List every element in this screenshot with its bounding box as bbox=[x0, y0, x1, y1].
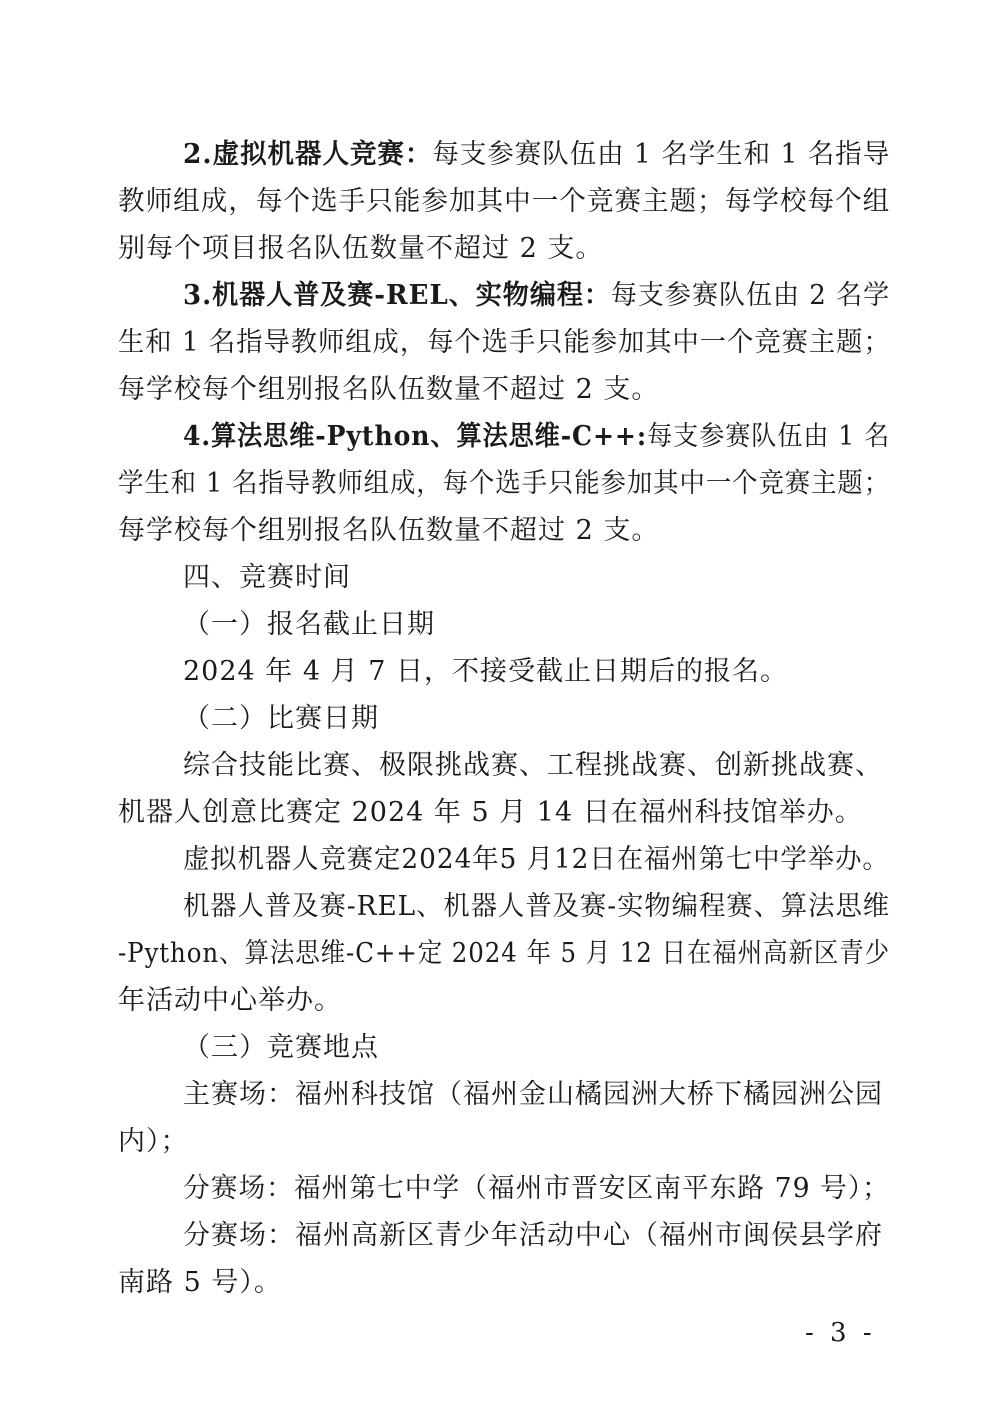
para-rel-line3: 每学校每个组别报名队伍数量不超过 2 支。 bbox=[118, 374, 660, 405]
para-rel-lead: 3.机器人普及赛-REL、实物编程： bbox=[183, 280, 611, 311]
para-algorithm-lead: 4.算法思维-Python、算法思维-C++: bbox=[183, 421, 648, 452]
para-algorithm-line3: 每学校每个组别报名队伍数量不超过 2 支。 bbox=[118, 515, 660, 546]
para-virtual-robot-lead: 2.虚拟机器人竞赛： bbox=[183, 139, 433, 170]
date-para-b-line1: 虚拟机器人竞赛定2024年5 月12日在福州第七中学举办。 bbox=[183, 844, 890, 875]
venue-main-line2: 内）； bbox=[118, 1126, 189, 1157]
subheading-registration-deadline: （一）报名截止日期 bbox=[183, 609, 435, 640]
registration-deadline-text: 2024 年 4 月 7 日，不接受截止日期后的报名。 bbox=[183, 656, 788, 687]
para-virtual-robot-line1: 2.虚拟机器人竞赛：每支参赛队伍由 1 名学生和 1 名指导 bbox=[183, 139, 891, 170]
subheading-competition-date: （二）比赛日期 bbox=[183, 703, 379, 734]
para-algorithm-line2: 学生和 1 名指导教师组成，每个选手只能参加其中一个竞赛主题； bbox=[118, 468, 891, 499]
para-rel-line1: 3.机器人普及赛-REL、实物编程：每支参赛队伍由 2 名学 bbox=[183, 280, 891, 311]
venue-branch1: 分赛场：福州第七中学（福州市晋安区南平东路 79 号）； bbox=[183, 1173, 890, 1204]
para-rel-line2: 生和 1 名指导教师组成，每个选手只能参加其中一个竞赛主题； bbox=[118, 327, 891, 358]
subheading-competition-venue: （三）竞赛地点 bbox=[183, 1032, 379, 1063]
venue-branch2-line1: 分赛场：福州高新区青少年活动中心（福州市闽侯县学府 bbox=[183, 1220, 883, 1251]
page-number: - 3 - bbox=[805, 1318, 876, 1348]
date-para-c-line3: 年活动中心举办。 bbox=[118, 985, 342, 1016]
para-virtual-robot-line2: 教师组成，每个选手只能参加其中一个竞赛主题；每学校每个组 bbox=[118, 186, 891, 217]
date-para-a-line1: 综合技能比赛、极限挑战赛、工程挑战赛、创新挑战赛、 bbox=[183, 750, 883, 781]
venue-main-line1: 主赛场：福州科技馆（福州金山橘园洲大桥下橘园洲公园 bbox=[183, 1079, 883, 1110]
section-heading-competition-time: 四、竞赛时间 bbox=[183, 562, 351, 593]
date-para-c-line2: -Python、算法思维-C++定 2024 年 5 月 12 日在福州高新区青少 bbox=[118, 938, 891, 969]
date-para-a-line2: 机器人创意比赛定 2024 年 5 月 14 日在福州科技馆举办。 bbox=[118, 797, 863, 828]
para-algorithm-line1: 4.算法思维-Python、算法思维-C++:每支参赛队伍由 1 名 bbox=[183, 421, 891, 452]
venue-branch2-line2: 南路 5 号）。 bbox=[118, 1267, 282, 1298]
para-virtual-robot-line3: 别每个项目报名队伍数量不超过 2 支。 bbox=[118, 233, 604, 264]
date-para-c-line1: 机器人普及赛-REL、机器人普及赛-实物编程赛、算法思维 bbox=[183, 891, 891, 922]
